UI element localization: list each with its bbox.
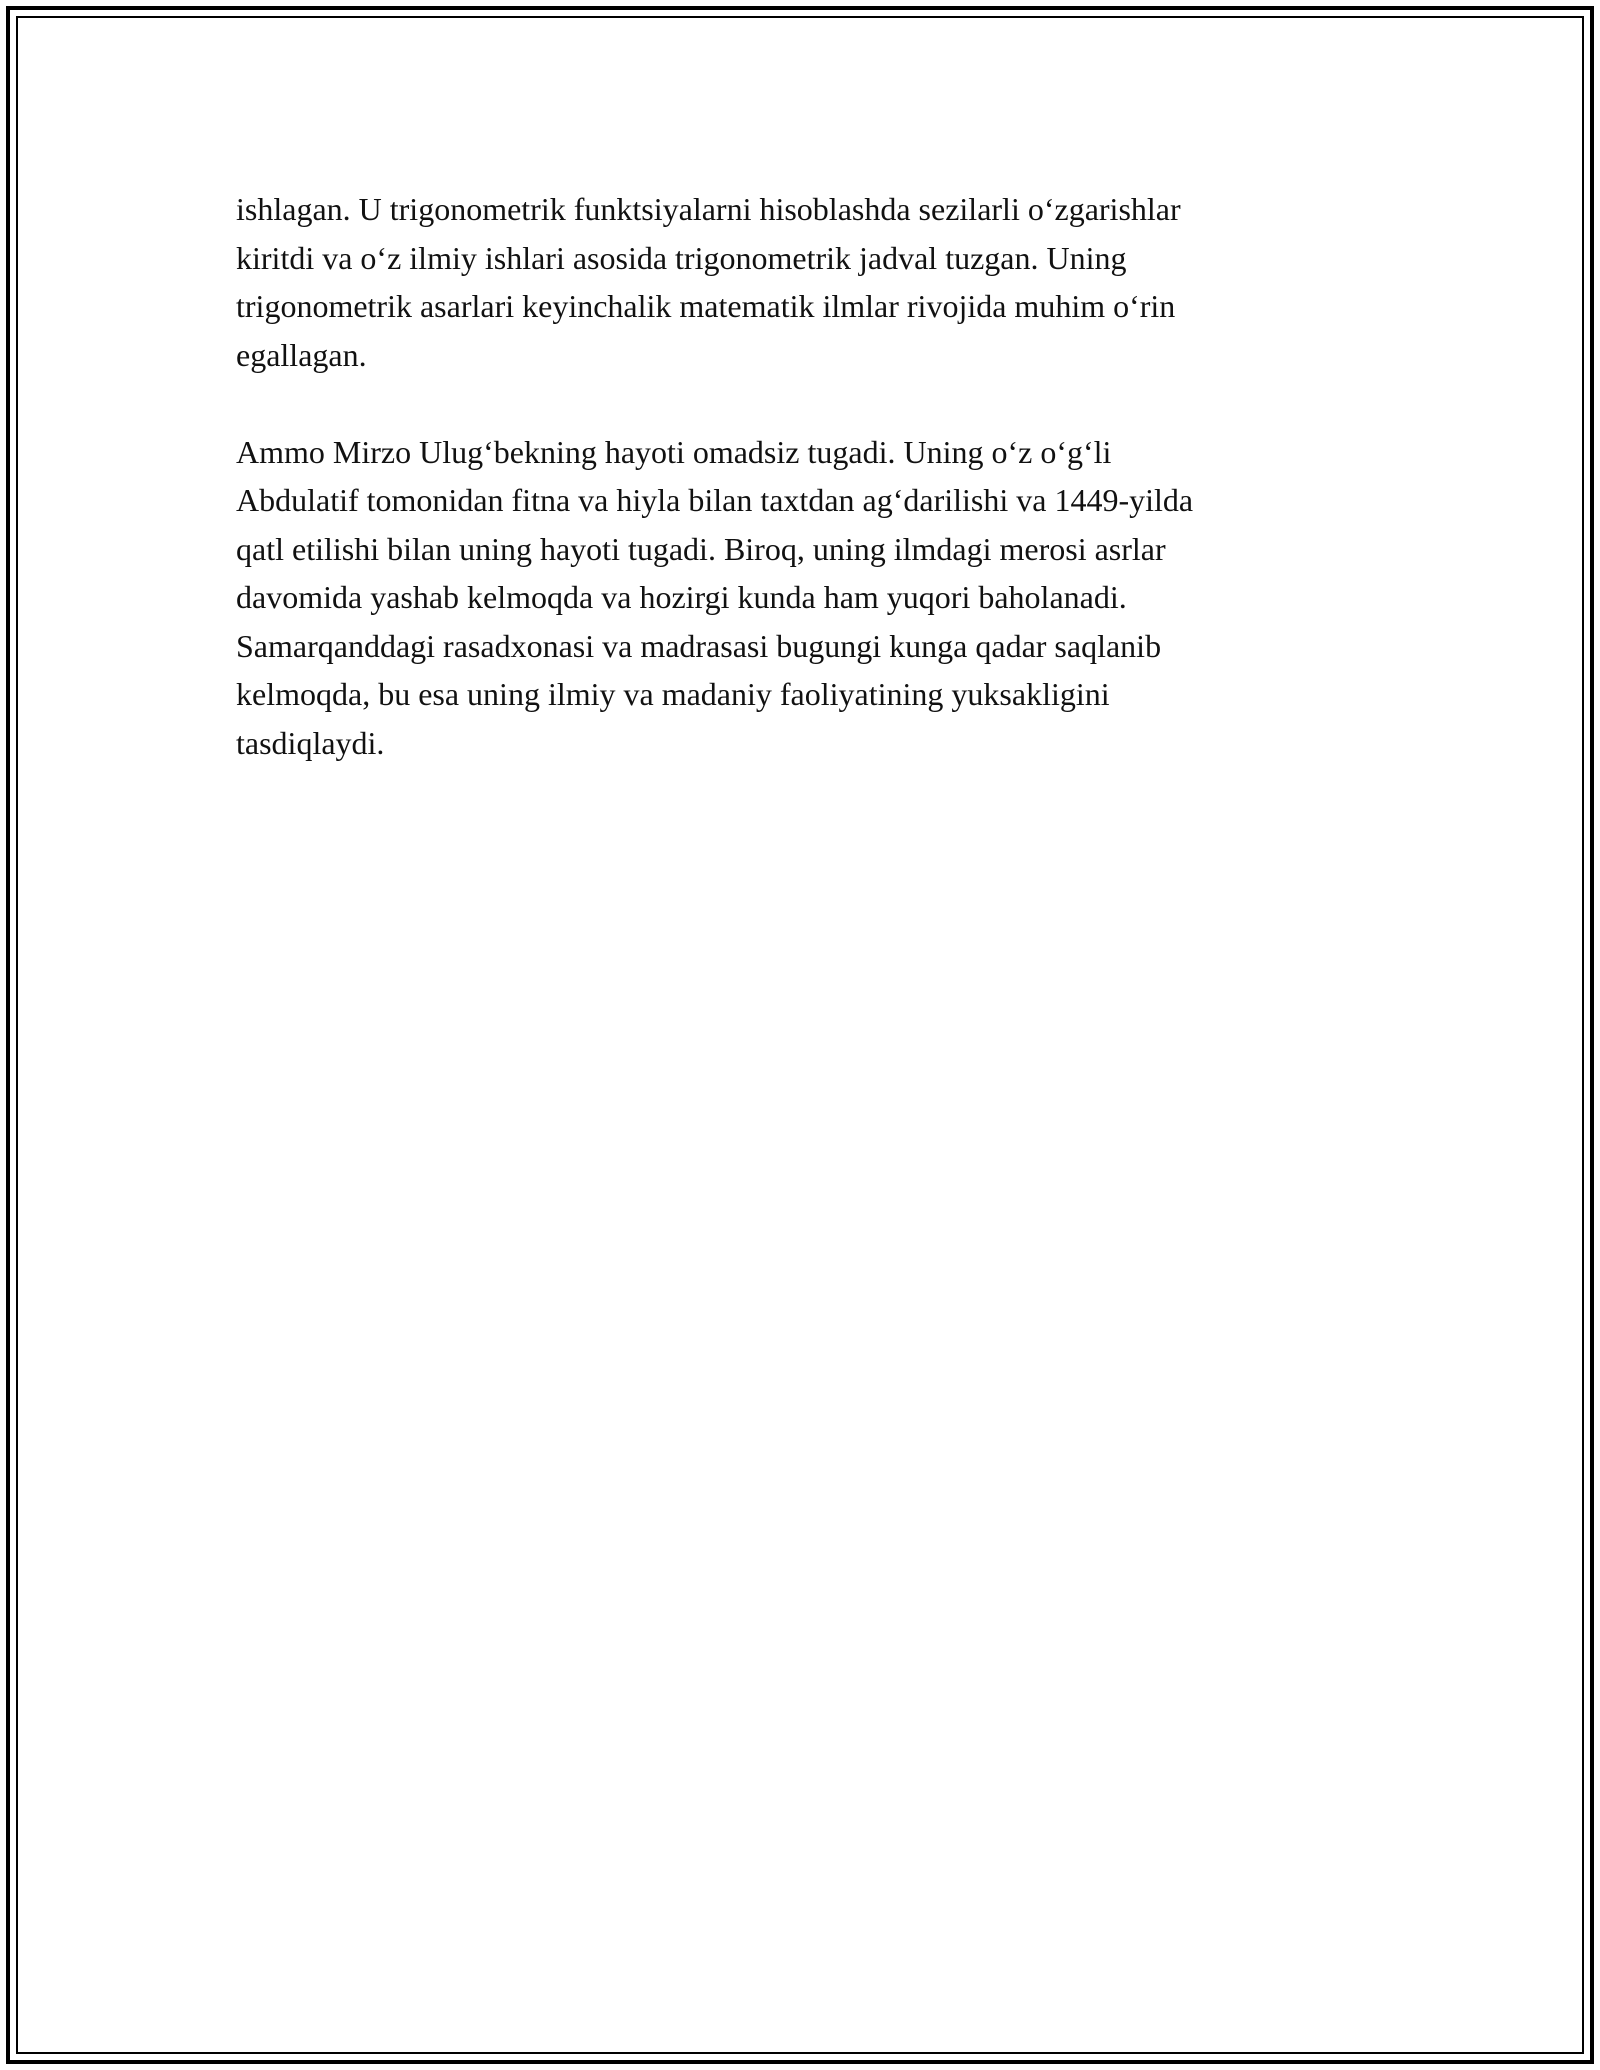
paragraph-1: ishlagan. U trigonometrik funktsiyalarni hisoblashda sezilarli o‘zgarishlar kiritdi va o‘z ilmiy ishlari asosida trigonometrik jadval tuzgan. Uning trigonometrik asarlari keyinchalik matematik ilmlar rivojida muhim o‘rin egallagan. — [236, 191, 1181, 373]
paragraph-2: Ammo Mirzo Ulug‘bekning hayoti omadsiz tugadi. Uning o‘z o‘g‘li Abdulatif tomonidan fitna va hiyla bilan taxtdan ag‘darilishi va 1449-yilda qatl etilishi bilan uning hayoti tugadi. Biroq, uning ilmdagi merosi asrlar davomida yashab kelmoqda va hozirgi kunda ham yuqori baholanadi. Samarqanddagi rasadxonasi va madrasasi bugungi kunga qadar saqlanib kelmoqda, bu esa uning ilmiy va madaniy faoliyatining yuksakligini tasdiqlaydi. — [236, 433, 1194, 761]
document-body — [236, 185, 1366, 816]
